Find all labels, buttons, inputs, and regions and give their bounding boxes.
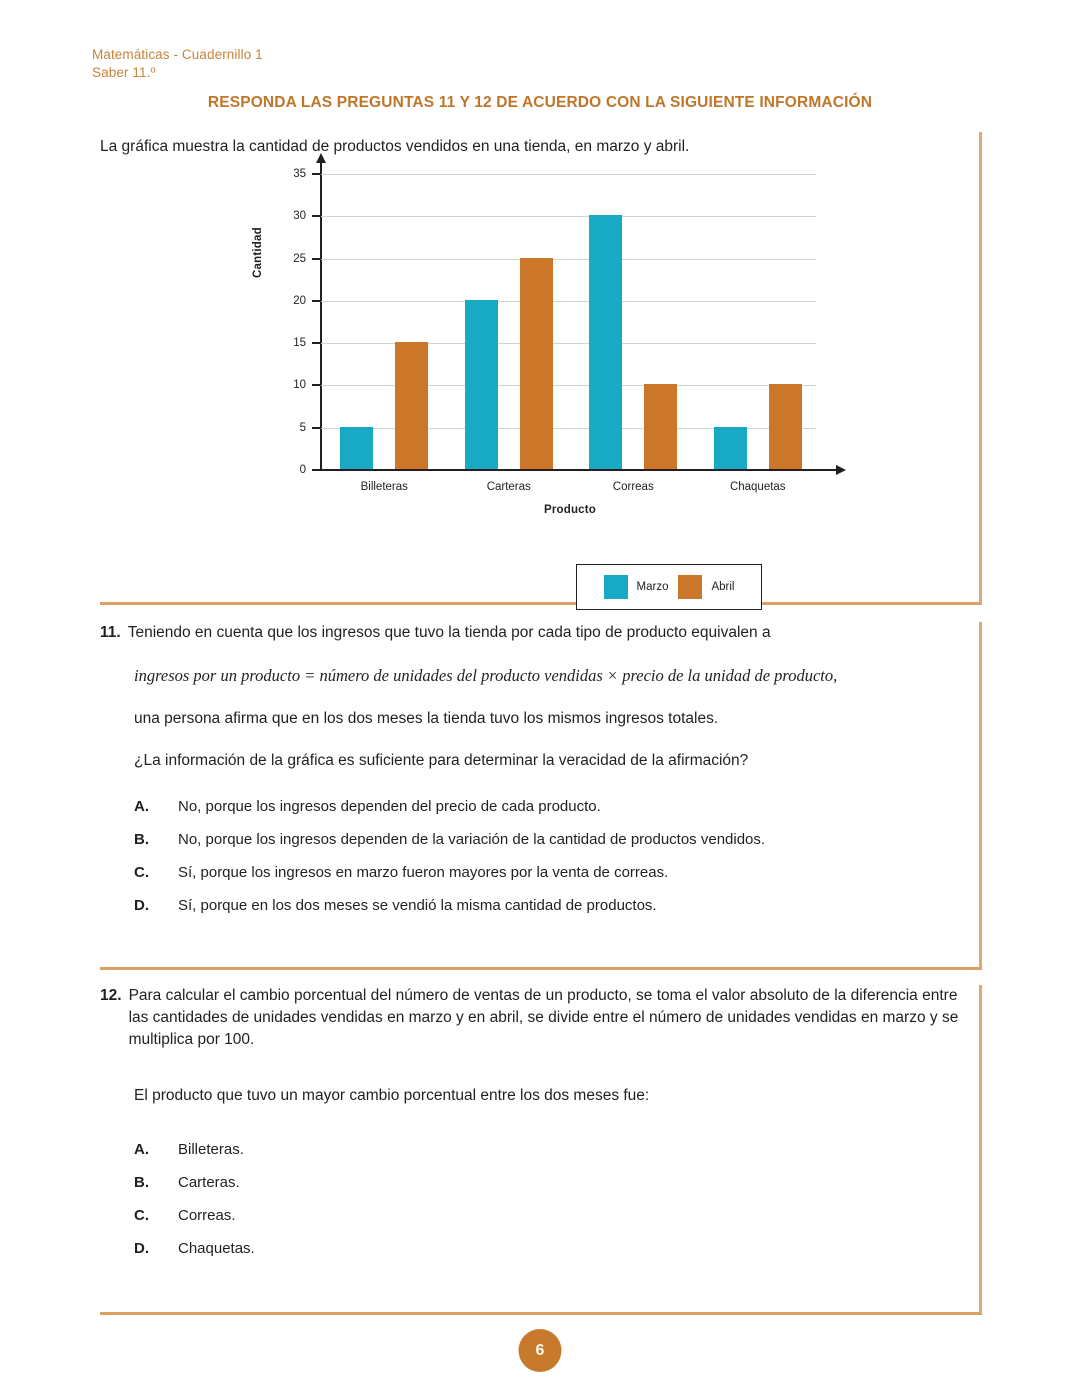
chart-y-axis-label: Cantidad [252,227,264,278]
y-axis-tick-label: 10 [293,379,306,392]
x-axis-tick-label: Correas [612,481,654,493]
legend-swatch-marzo-icon [604,575,628,599]
option-b-letter: B. [134,830,149,848]
chart-x-axis-label: Producto [543,504,597,516]
y-axis-tick-label: 35 [293,168,306,180]
bar-abril-billeteras [395,342,428,469]
y-axis-tick [312,342,321,344]
y-axis-tick-label: 15 [293,337,306,350]
y-axis-tick [312,215,321,217]
bar-group [447,174,572,493]
legend-label-abril: Abril [711,581,735,593]
question-11-formula: ingresos por un producto = número de unidades del producto vendidas × precio de la unidad de producto, [134,666,838,685]
header-line-exam: Saber 11.º [92,65,156,81]
option-c[interactable] [134,864,979,881]
question-11-block [100,622,982,970]
x-axis-tick-label: Carteras [486,481,531,493]
option-a-letter: A. [134,797,149,815]
option-a-text: No, porque los ingresos dependen del precio de cada producto. [178,797,601,815]
y-axis-tick [312,258,321,260]
page-number-badge: 6 [519,1329,562,1372]
option-b[interactable] [134,831,979,848]
option-a[interactable] [134,798,979,815]
option-d[interactable] [134,897,979,914]
bar-marzo-carteras [465,300,498,469]
y-axis-tick-label: 5 [299,421,306,434]
y-axis-tick-label: 30 [293,210,306,223]
question-11-stem: Teniendo en cuenta que los ingresos que tuvo la tienda por cada tipo de producto equivalen a [127,624,771,641]
option-d-letter: D. [134,896,149,914]
x-axis-tick-label: Billeteras [360,481,408,493]
y-axis-tick-label: 20 [293,294,306,307]
option-a-letter: A. [134,1141,149,1158]
option-b-text: Carteras. [178,1174,240,1191]
chart-bars [322,174,820,493]
legend-swatch-abril-icon [678,575,702,599]
bar-chart [252,166,860,593]
question-12-number: 12. [100,987,122,1004]
legend-item-abril [678,575,734,599]
y-axis-tick [312,427,321,429]
document-header [92,46,263,82]
bar-group [571,174,696,493]
bar-marzo-chaquetas [714,427,747,469]
instruction-heading: RESPONDA LAS PREGUNTAS 11 Y 12 DE ACUERDO CON LA SIGUIENTE INFORMACIÓN [207,94,873,111]
question-11-header [100,622,979,644]
x-axis-tick-label: Chaquetas [729,481,786,493]
option-a-text: Billeteras. [178,1141,244,1158]
option-d-text: Chaquetas. [178,1240,255,1257]
option-a[interactable] [134,1141,979,1158]
question-12-paragraph-2: El producto que tuvo un mayor cambio porcentual entre los dos meses fue: [134,1087,650,1104]
option-b-text: No, porque los ingresos dependen de la variación de la cantidad de productos vendidos. [178,830,766,848]
stimulus-intro-text: La gráfica muestra la cantidad de productos vendidos en una tienda, en marzo y abril. [100,138,690,155]
chart-legend [576,564,762,610]
question-12-block [100,985,982,1315]
y-axis-tick-label: 25 [293,252,306,265]
option-d-text: Sí, porque en los dos meses se vendió la misma cantidad de productos. [178,896,657,914]
bar-group [696,174,821,493]
y-axis-tick-label: 0 [299,464,306,476]
bar-abril-carteras [520,258,553,469]
stimulus-block [100,132,982,605]
option-b[interactable] [134,1174,979,1191]
question-11-paragraph-3: ¿La información de la gráfica es suficiente para determinar la veracidad de la afirmación? [134,751,749,769]
header-line-subject: Matemáticas - Cuadernillo 1 [92,47,263,62]
y-axis-tick [312,469,321,471]
chart-plot-area [293,168,820,493]
option-c[interactable] [134,1207,979,1224]
y-axis-tick [312,173,321,175]
question-12-options [134,1141,979,1257]
bar-marzo-billeteras [340,427,373,469]
y-axis-tick [312,300,321,302]
bar-marzo-correas [589,215,622,469]
option-d-letter: D. [134,1240,149,1257]
question-12-header [100,985,979,1051]
chart-x-axis [320,469,836,471]
question-11-number: 11. [100,624,121,641]
question-12-stem: Para calcular el cambio porcentual del número de ventas de un producto, se toma el valor absoluto de la diferencia entre las cantidades de unidades vendidas en marzo y en abril, se divide entre el número de unidades vendidas en marzo y se multiplica por 100. [128,987,959,1048]
question-11-paragraph-2: una persona afirma que en los dos meses la tienda tuvo los mismos ingresos totales. [134,709,719,727]
option-c-letter: C. [134,863,149,881]
question-11-options [134,798,979,914]
option-c-letter: C. [134,1207,149,1224]
legend-item-marzo [604,575,669,599]
option-d[interactable] [134,1240,979,1257]
option-c-text: Correas. [178,1207,236,1224]
y-axis-tick [312,384,321,386]
option-b-letter: B. [134,1174,149,1191]
bar-abril-correas [644,384,677,469]
option-c-text: Sí, porque los ingresos en marzo fueron mayores por la venta de correas. [178,863,669,881]
bar-group [322,174,447,493]
bar-abril-chaquetas [769,384,802,469]
legend-label-marzo: Marzo [636,581,669,593]
